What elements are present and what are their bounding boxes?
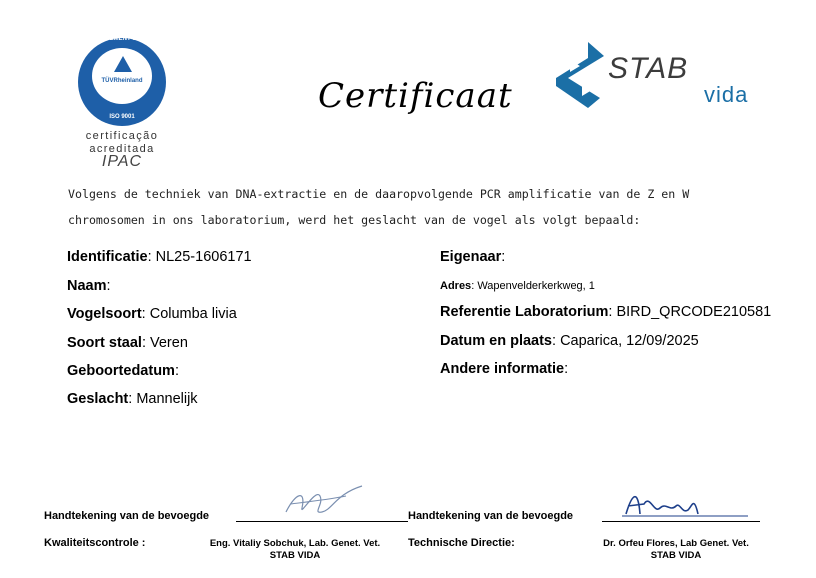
field-label: Referentie Laboratorium [440,304,609,320]
signature-right-role: Technische Directie: [408,537,515,549]
field-value: Columba livia [149,306,237,322]
tuv-brand: TÜVRheinland [101,78,143,84]
signature-left-line [236,521,408,522]
field-label: Vogelsoort [67,306,142,322]
field-referentie-laboratorium: Referentie Laboratorium: BIRD_QRCODE210581 [440,304,772,320]
ipac-logo: IPAC [101,153,143,170]
stab-wordmark: STAB [608,52,689,85]
field-label: Geboortedatum [67,363,175,379]
field-label: Geslacht [67,391,129,407]
signature-left-label: Handtekening van de bevoegde [44,510,210,522]
field-value: BIRD_QRCODE210581 [616,304,772,320]
signature-right-name: Dr. Orfeu Flores, Lab Genet. Vet. [603,538,749,549]
signature-right-line [602,521,760,522]
tuv-seal [78,38,166,126]
signature-left-graphic [276,482,366,522]
tuv-certification-logo [72,36,172,176]
field-label: Eigenaar [440,249,502,265]
field-label: Adres [440,280,472,292]
stab-vida-logo [548,38,778,118]
signature-left-role: Kwaliteitscontrole : [44,537,146,549]
signature-right-graphic [618,484,758,524]
field-value: NL25-1606171 [155,249,252,265]
intro-line-1: Volgens de techniek van DNA-extractie en de daaropvolgende PCR amplificatie van de Z en W [68,187,690,201]
field-geboortedatum: Geboortedatum: [67,363,179,379]
field-geslacht: Geslacht: Mannelijk [67,391,198,407]
tuv-top-text: MANAGEMENT SYSTEM [86,36,157,42]
field-value: Mannelijk [136,391,198,407]
vida-wordmark: vida [704,82,749,107]
field-value: Caparica, 12/09/2025 [560,333,699,349]
cert-line1: certificação [85,130,159,142]
field-vogelsoort: Vogelsoort: Columba livia [67,306,237,322]
field-adres: Adres: Wapenvelderkerkweg, 1 [440,280,595,292]
field-label: Soort staal [67,335,142,351]
page-title: Certificaat [318,76,513,116]
field-eigenaar: Eigenaar: [440,249,506,265]
tuv-triangle-icon [114,56,132,72]
field-datum-en-plaats: Datum en plaats: Caparica, 12/09/2025 [440,333,699,349]
signature-left-name: Eng. Vitaliy Sobchuk, Lab. Genet. Vet. [209,538,381,549]
field-value: Wapenvelderkerkweg, 1 [477,280,595,292]
tuv-iso: ISO 9001 [109,114,135,120]
field-label: Andere informatie [440,361,565,377]
signature-right-label: Handtekening van de bevoegde [408,510,574,522]
field-label: Naam [67,278,107,294]
field-label: Identificatie [67,249,148,265]
field-value: Veren [150,335,188,351]
field-naam: Naam: [67,278,111,294]
intro-line-2: chromosomen in ons laboratorium, werd het geslacht van de vogel als volgt bepaald: [68,213,641,227]
field-andere-informatie: Andere informatie: [440,361,569,377]
cert-line2: acreditada [89,143,155,155]
signature-right-org: STAB VIDA [650,550,702,561]
field-soort-staal: Soort staal: Veren [67,335,188,351]
field-identificatie: Identificatie: NL25-1606171 [67,249,252,265]
signature-left-org: STAB VIDA [269,550,321,561]
field-label: Datum en plaats [440,333,552,349]
